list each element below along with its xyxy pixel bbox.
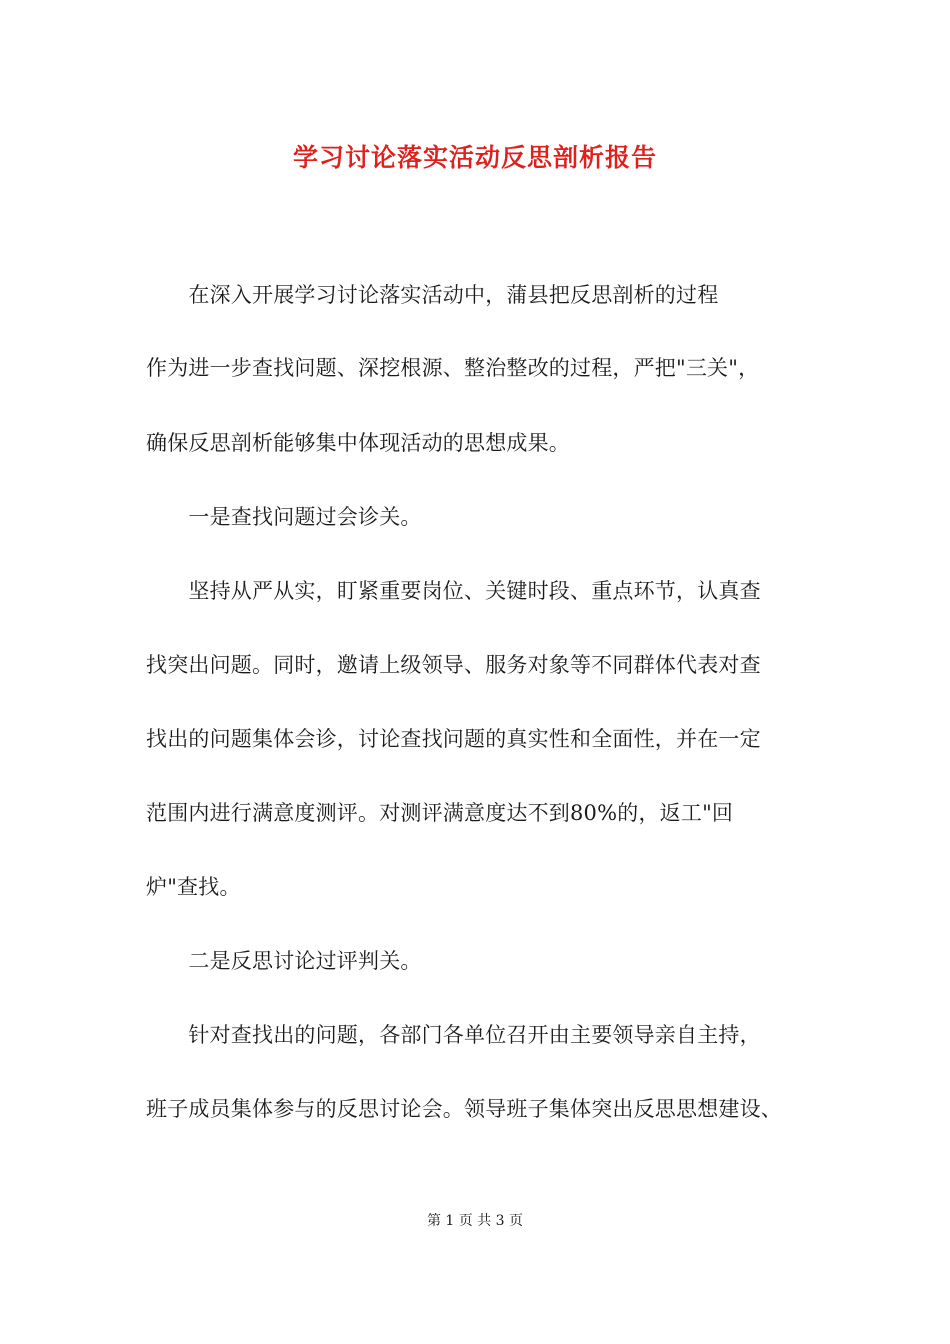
- body-line-9: 炉"查找。: [146, 875, 241, 899]
- body-line-6: 找突出问题。同时，邀请上级领导、服务对象等不同群体代表对查: [146, 653, 761, 677]
- body-line-2: 作为进一步查找问题、深挖根源、整治整改的过程，严把"三关"，: [146, 356, 760, 380]
- page-number-footer: 第 1 页 共 3 页: [426, 1213, 524, 1229]
- document-title: 学习讨论落实活动反思剖析报告: [292, 143, 657, 172]
- body-line-8: 范围内进行满意度测评。对测评满意度达不到80%的，返工"回: [146, 801, 734, 825]
- body-line-11: 针对查找出的问题，各部门各单位召开由主要领导亲自主持，: [146, 1023, 761, 1047]
- body-line-7: 找出的问题集体会诊，讨论查找问题的真实性和全面性，并在一定: [146, 727, 761, 751]
- body-line-3: 确保反思剖析能够集中体现活动的思想成果。: [146, 431, 570, 455]
- body-line-12: 班子成员集体参与的反思讨论会。领导班子集体突出反思思想建设、: [146, 1097, 782, 1121]
- body-line-4: 一是查找问题过会诊关。: [146, 505, 422, 529]
- body-line-10: 二是反思讨论过评判关。: [146, 949, 422, 973]
- body-line-5: 坚持从严从实，盯紧重要岗位、关键时段、重点环节，认真查: [146, 579, 761, 603]
- body-line-1: 在深入开展学习讨论落实活动中，蒲县把反思剖析的过程: [146, 283, 719, 307]
